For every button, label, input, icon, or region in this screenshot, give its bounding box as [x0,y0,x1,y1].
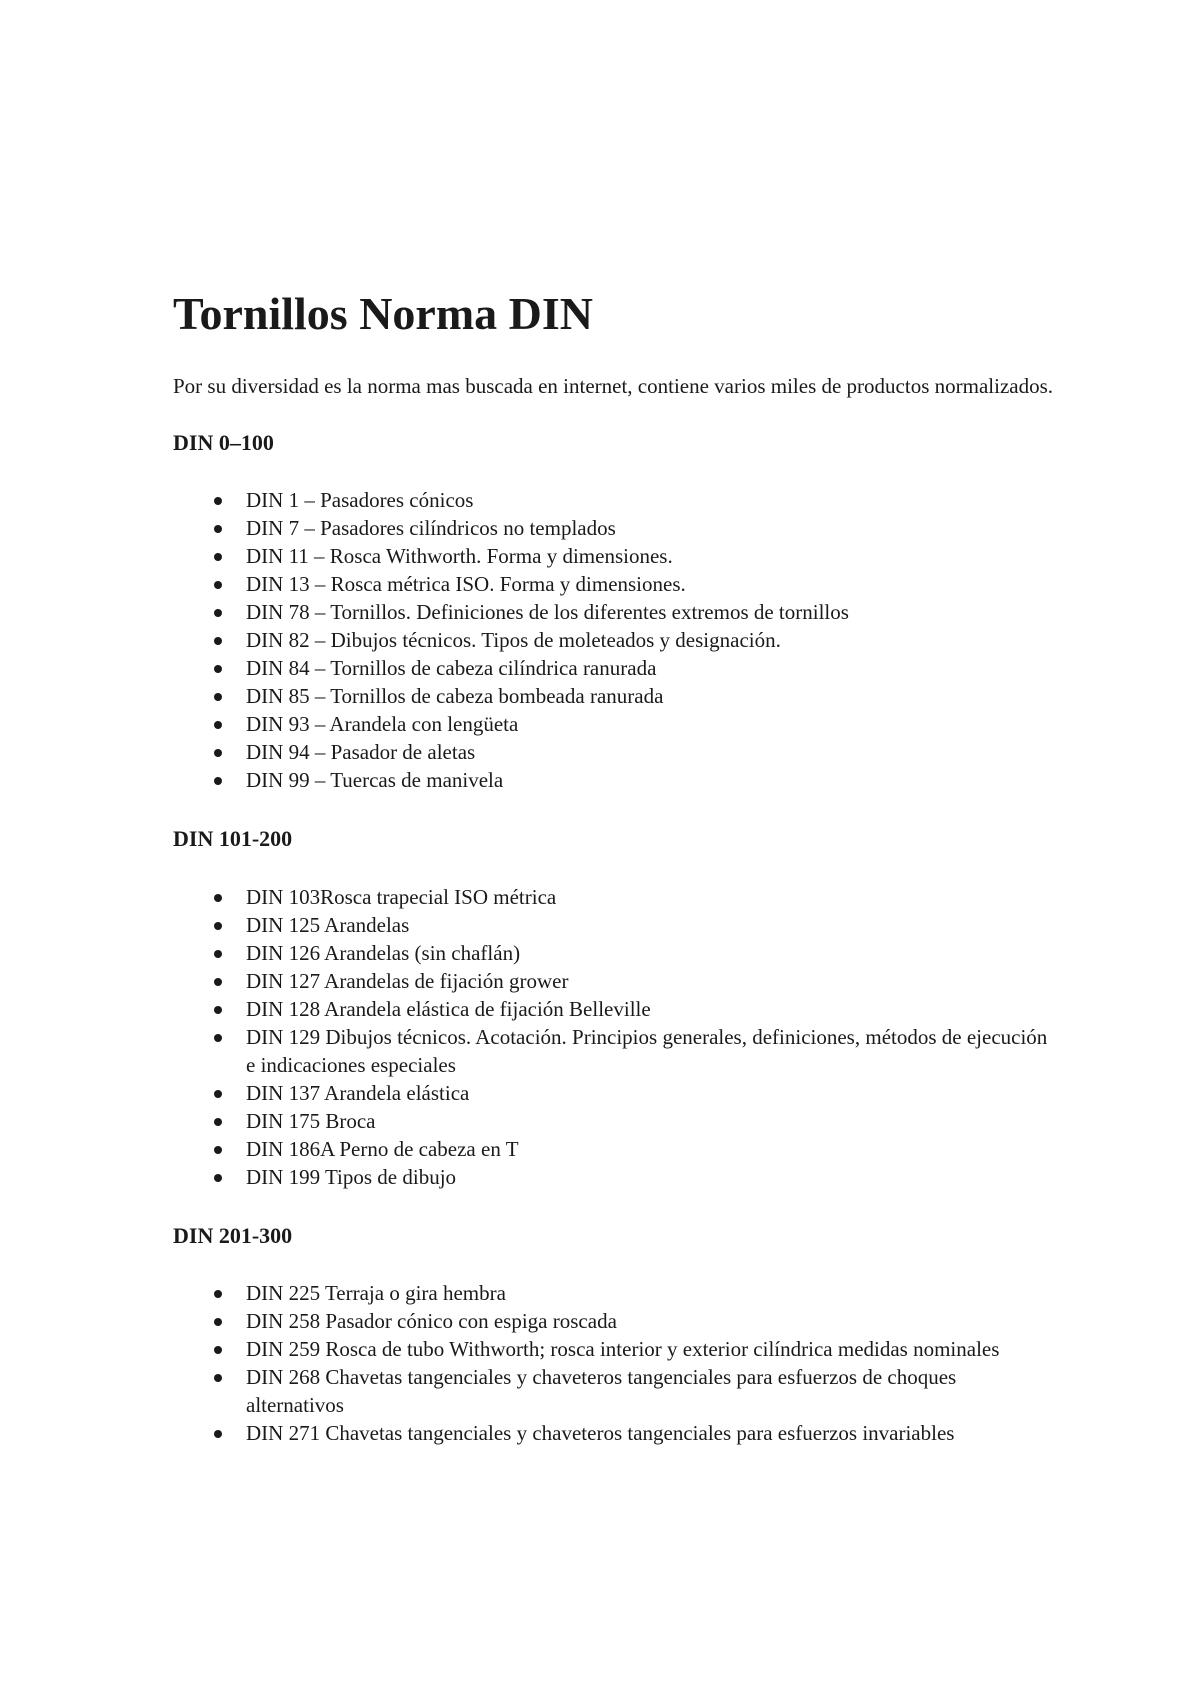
list-item-text: DIN 199 Tipos de dibujo [246,1165,457,1189]
bullet-icon [214,1174,222,1182]
list-item [173,766,1053,794]
list-item [173,1307,1053,1335]
bullet-icon [214,1034,222,1042]
section-din-0-100 [173,429,1053,794]
list-item [173,1335,1053,1363]
list-item [173,1135,1053,1163]
list-item-text: DIN 186A Perno de cabeza en T [246,1137,519,1161]
bullet-icon [214,693,222,701]
list-item [173,626,1053,654]
section-din-101-200 [173,825,1053,1191]
bullet-icon [214,1090,222,1098]
bullet-icon [214,721,222,729]
list-item [173,939,1053,967]
list-item [173,682,1053,710]
list-item-text: DIN 1 – Pasadores cónicos [246,488,474,512]
list-item-text: DIN 103Rosca trapecial ISO métrica [246,885,557,909]
list-item [173,654,1053,682]
list-item [173,1363,1053,1419]
list-item [173,514,1053,542]
list-item-text: DIN 13 – Rosca métrica ISO. Forma y dimensiones. [246,572,686,596]
bullet-icon [214,525,222,533]
list-item [173,1107,1053,1135]
document-title: Tornillos Norma DIN [173,288,593,339]
list-item-text: DIN 82 – Dibujos técnicos. Tipos de moleteados y designación. [246,628,781,652]
bullet-icon [214,1290,222,1298]
document-page [173,286,1053,1447]
bullet-icon [214,637,222,645]
bullet-icon [214,1146,222,1154]
intro-paragraph: Por su diversidad es la norma mas buscada en internet, contiene varios miles de productos normalizados. [173,374,1054,398]
list-item [173,967,1053,995]
list-item [173,710,1053,738]
list-item-text: DIN 85 – Tornillos de cabeza bombeada ranurada [246,684,664,708]
list-item-text: DIN 225 Terraja o gira hembra [246,1281,506,1305]
bullet-icon [214,1374,222,1382]
item-list [173,1279,1053,1447]
section-heading: DIN 0–100 [173,430,274,455]
bullet-icon [214,1318,222,1326]
bullet-icon [214,553,222,561]
list-item-text: DIN 7 – Pasadores cilíndricos no templados [246,516,616,540]
list-item-text: DIN 259 Rosca de tubo Withworth; rosca interior y exterior cilíndrica medidas nominales [246,1337,1000,1361]
bullet-icon [214,749,222,757]
list-item-text: DIN 126 Arandelas (sin chaflán) [246,941,521,965]
list-item-text: DIN 127 Arandelas de fijación grower [246,969,569,993]
item-list [173,883,1053,1191]
list-item [173,911,1053,939]
list-item [173,1279,1053,1307]
list-item-text: DIN 93 – Arandela con lengüeta [246,712,519,736]
list-item-text: DIN 271 Chavetas tangenciales y chaveteros tangenciales para esfuerzos invariables [246,1421,955,1445]
bullet-icon [214,609,222,617]
bullet-icon [214,777,222,785]
list-item-text: DIN 129 Dibujos técnicos. Acotación. Principios generales, definiciones, métodos de ejecución e indicaciones especiales [246,1025,1048,1077]
list-item-text: DIN 99 – Tuercas de manivela [246,768,504,792]
bullet-icon [214,950,222,958]
list-item-text: DIN 78 – Tornillos. Definiciones de los diferentes extremos de tornillos [246,600,849,624]
bullet-icon [214,978,222,986]
bullet-icon [214,497,222,505]
section-heading: DIN 201-300 [173,1223,293,1248]
list-item [173,995,1053,1023]
section-heading: DIN 101-200 [173,826,293,851]
list-item [173,1419,1053,1447]
item-list [173,486,1053,794]
list-item [173,570,1053,598]
list-item-text: DIN 94 – Pasador de aletas [246,740,476,764]
list-item [173,738,1053,766]
list-item [173,1163,1053,1191]
bullet-icon [214,1118,222,1126]
list-item-text: DIN 125 Arandelas [246,913,410,937]
section-din-201-300 [173,1222,1053,1447]
bullet-icon [214,1430,222,1438]
list-item-text: DIN 258 Pasador cónico con espiga roscada [246,1309,617,1333]
bullet-icon [214,894,222,902]
list-item [173,598,1053,626]
list-item-text: DIN 11 – Rosca Withworth. Forma y dimensiones. [246,544,673,568]
list-item [173,542,1053,570]
list-item [173,1023,1053,1079]
list-item-text: DIN 175 Broca [246,1109,376,1133]
bullet-icon [214,665,222,673]
bullet-icon [214,922,222,930]
list-item-text: DIN 128 Arandela elástica de fijación Belleville [246,997,651,1021]
list-item-text: DIN 137 Arandela elástica [246,1081,470,1105]
bullet-icon [214,1346,222,1354]
bullet-icon [214,1006,222,1014]
list-item-text: DIN 84 – Tornillos de cabeza cilíndrica ranurada [246,656,657,680]
list-item [173,486,1053,514]
list-item-text: DIN 268 Chavetas tangenciales y chaveteros tangenciales para esfuerzos de choques alternativos [246,1365,957,1417]
list-item [173,1079,1053,1107]
bullet-icon [214,581,222,589]
list-item [173,883,1053,911]
